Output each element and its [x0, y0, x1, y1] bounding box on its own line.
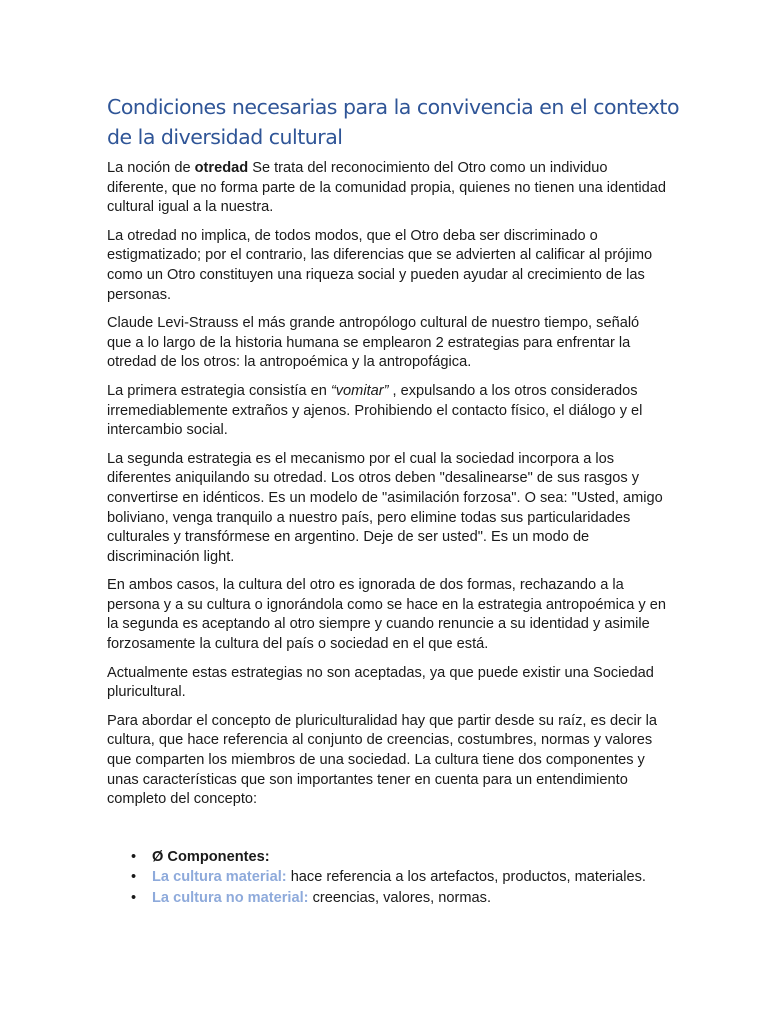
paragraph-text: , expulsando a los otros considerados irremediablemente extraños y ajenos. Prohibiendo el contacto físico, el diálogo y el intercambio social.	[107, 382, 643, 439]
italic-vomitar: “vomitar”	[330, 382, 389, 399]
document-page	[107, 92, 680, 910]
paragraph-text: La noción de	[107, 160, 195, 176]
spacer	[107, 819, 667, 848]
page-title: Condiciones necesarias para la convivencia en el contexto de la diversidad cultural	[107, 95, 680, 149]
paragraph-no-discriminacion: La otredad no implica, de todos modos, que el Otro deba ser discriminado o estigmatizado; por el contrario, las diferencias que se advierten al calificar al prójimo como un Otro constituyen una riqueza social y pueden ayudar al crecimiento de las personas.	[107, 227, 653, 303]
list-item	[107, 868, 667, 888]
bullet-icon: •	[131, 890, 137, 906]
list-item-text: creencias, valores, normas.	[308, 890, 492, 906]
bullet-icon: •	[131, 848, 137, 865]
paragraph-segunda-estrategia: La segunda estrategia es el mecanismo por el cual la sociedad incorpora a los diferentes aniquilando su otredad. Los otros deben "desalinearse" de sus rasgos y convertirse en idénticos. Es un modelo de "asimilación forzosa". O sea: "Usted, amigo boliviano, venga tranquilo a nuestro país, pero elimine todas sus particularidades culturales y transfórmese en argentino. Deje de ser usted". Es un modo de discriminación light.	[107, 450, 663, 565]
paragraph-otredad	[107, 159, 667, 218]
components-list	[107, 848, 667, 909]
paragraph-actualmente: Actualmente estas estrategias no son aceptadas, ya que puede existir una Sociedad pluricultural.	[107, 664, 654, 701]
paragraph-primera-estrategia	[107, 382, 667, 441]
bold-term-otredad: otredad	[194, 160, 249, 176]
paragraph-pluriculturalidad: Para abordar el concepto de pluriculturalidad hay que partir desde su raíz, es decir la cultura, que hace referencia al conjunto de creencias, costumbres, normas y valores que comparten los miembros de una sociedad. La cultura tiene dos componentes y unas características que son importantes tener en cuenta para un entendimiento completo del concepto:	[107, 712, 658, 808]
paragraph-levi-strauss: Claude Levi-Strauss el más grande antropólogo cultural de nuestro tiempo, señaló que a lo largo de la historia humana se emplearon 2 estrategias para enfrentar la otredad de los otros: la antropoémica y la antropofágica.	[107, 315, 640, 371]
bullet-icon: •	[131, 869, 137, 886]
list-item-term: La cultura material:	[152, 869, 287, 886]
list-item-term: La cultura no material:	[152, 890, 309, 906]
list-item	[107, 848, 667, 868]
paragraph-ambos-casos: En ambos casos, la cultura del otro es ignorada de dos formas, rechazando a la persona y a su cultura o ignorándola como se hace en la estrategia antropoémica y en la segunda es aceptando al otro siempre y cuando renuncie a su identidad y asimile forzosamente la cultura del país o sociedad en el que está.	[107, 577, 666, 653]
paragraph-text: La primera estrategia consistía en	[107, 382, 331, 399]
list-item-text: Ø Componentes:	[152, 848, 270, 865]
list-item-text: hace referencia a los artefactos, productos, materiales.	[286, 869, 646, 886]
paragraph-text: Se trata del reconocimiento del Otro como un individuo diferente, que no forma parte de la comunidad propia, quienes no tienen una identidad cultural igual a la nuestra.	[107, 160, 667, 216]
list-item	[107, 889, 667, 909]
